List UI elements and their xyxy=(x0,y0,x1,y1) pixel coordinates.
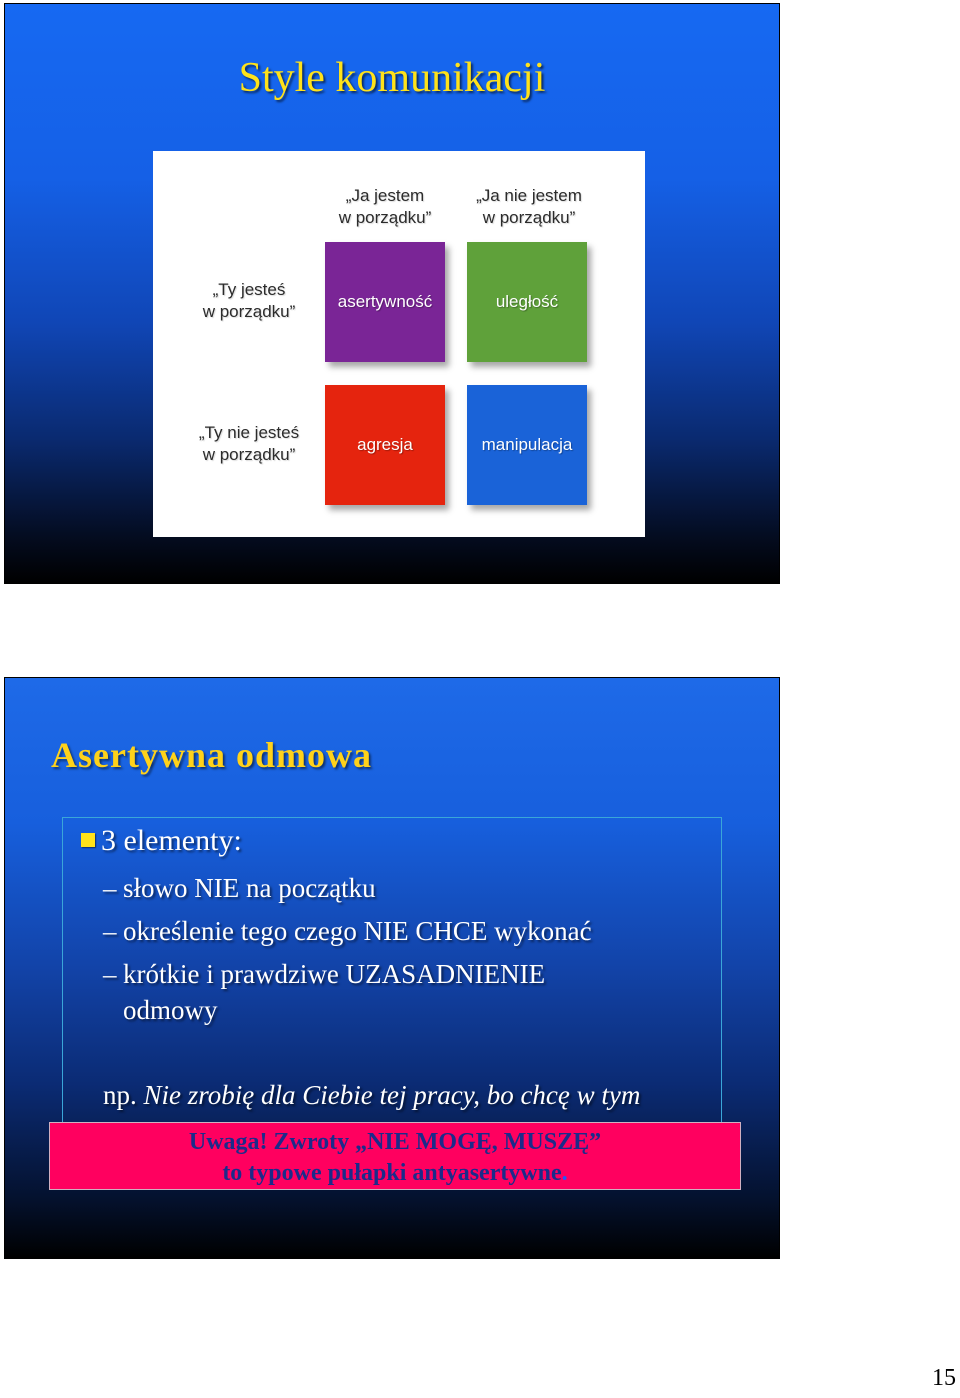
slide-asertywna-odmowa xyxy=(4,677,780,1259)
list-item-post: wykonać xyxy=(487,916,592,946)
warning-line-2-text: to typowe pułapki antyasertywne xyxy=(222,1160,562,1186)
example-sentence xyxy=(103,1080,640,1111)
list-item xyxy=(103,913,703,949)
column-header-not-ok xyxy=(459,185,599,229)
warning-box xyxy=(49,1122,741,1190)
list-item-emphasis: NIE CHCE xyxy=(363,916,488,946)
list-item xyxy=(103,956,703,1028)
example-text: Nie zrobię dla Ciebie tej pracy, bo chcę w tym xyxy=(143,1080,641,1110)
warning-line-2 xyxy=(50,1158,740,1189)
bullet-heading xyxy=(81,824,242,858)
tile-agresja xyxy=(325,385,445,505)
row-header-ok xyxy=(189,279,309,323)
bullet-square-icon xyxy=(81,833,95,847)
column-header-ok xyxy=(325,185,445,229)
dash-icon: – xyxy=(103,873,117,903)
row-header-not-ok xyxy=(183,422,315,466)
list-item-pre: określenie tego czego xyxy=(123,916,364,946)
list-item xyxy=(103,870,703,906)
row-header-ok-text: „Ty jesteś w porządku” xyxy=(202,280,296,321)
example-prefix: np. xyxy=(103,1080,144,1110)
tile-ulegosc-label: uległość xyxy=(495,292,559,311)
slide-title: Asertywna odmowa xyxy=(51,735,372,775)
tile-agresja-label: agresja xyxy=(357,435,413,454)
tile-ulegosc xyxy=(467,242,587,362)
tile-asertywnosc-label: asertywność xyxy=(337,292,433,311)
list-item-emphasis: NIE xyxy=(194,873,240,903)
row-header-not-ok-text: „Ty nie jesteś w porządku” xyxy=(198,423,300,464)
slide-style-komunikacji xyxy=(4,3,780,584)
page-number: 15 xyxy=(932,1365,956,1391)
column-header-not-ok-text: „Ja nie jestem w porządku” xyxy=(476,186,582,227)
list-item-pre: słowo xyxy=(123,873,195,903)
tile-asertywnosc xyxy=(325,242,445,362)
dash-icon: – xyxy=(103,916,117,946)
bullet-heading-text: 3 elementy: xyxy=(101,824,242,857)
warning-end-dot: . xyxy=(561,1160,568,1186)
warning-line-1: Uwaga! Zwroty „NIE MOGĘ, MUSZĘ” xyxy=(188,1129,602,1155)
slide-title: Style komunikacji xyxy=(238,55,546,101)
list-item-pre: krótkie i prawdziwe xyxy=(123,959,346,989)
list-item-continuation: odmowy xyxy=(123,995,218,1025)
list-item-post: na początku xyxy=(239,873,376,903)
column-header-ok-text: „Ja jestem w porządku” xyxy=(338,186,432,227)
tile-manipulacja-label: manipulacja xyxy=(481,435,573,454)
dash-icon: – xyxy=(103,959,117,989)
list-item-emphasis: UZASADNIENIE xyxy=(345,959,546,989)
communication-styles-matrix xyxy=(153,151,645,537)
tile-manipulacja xyxy=(467,385,587,505)
